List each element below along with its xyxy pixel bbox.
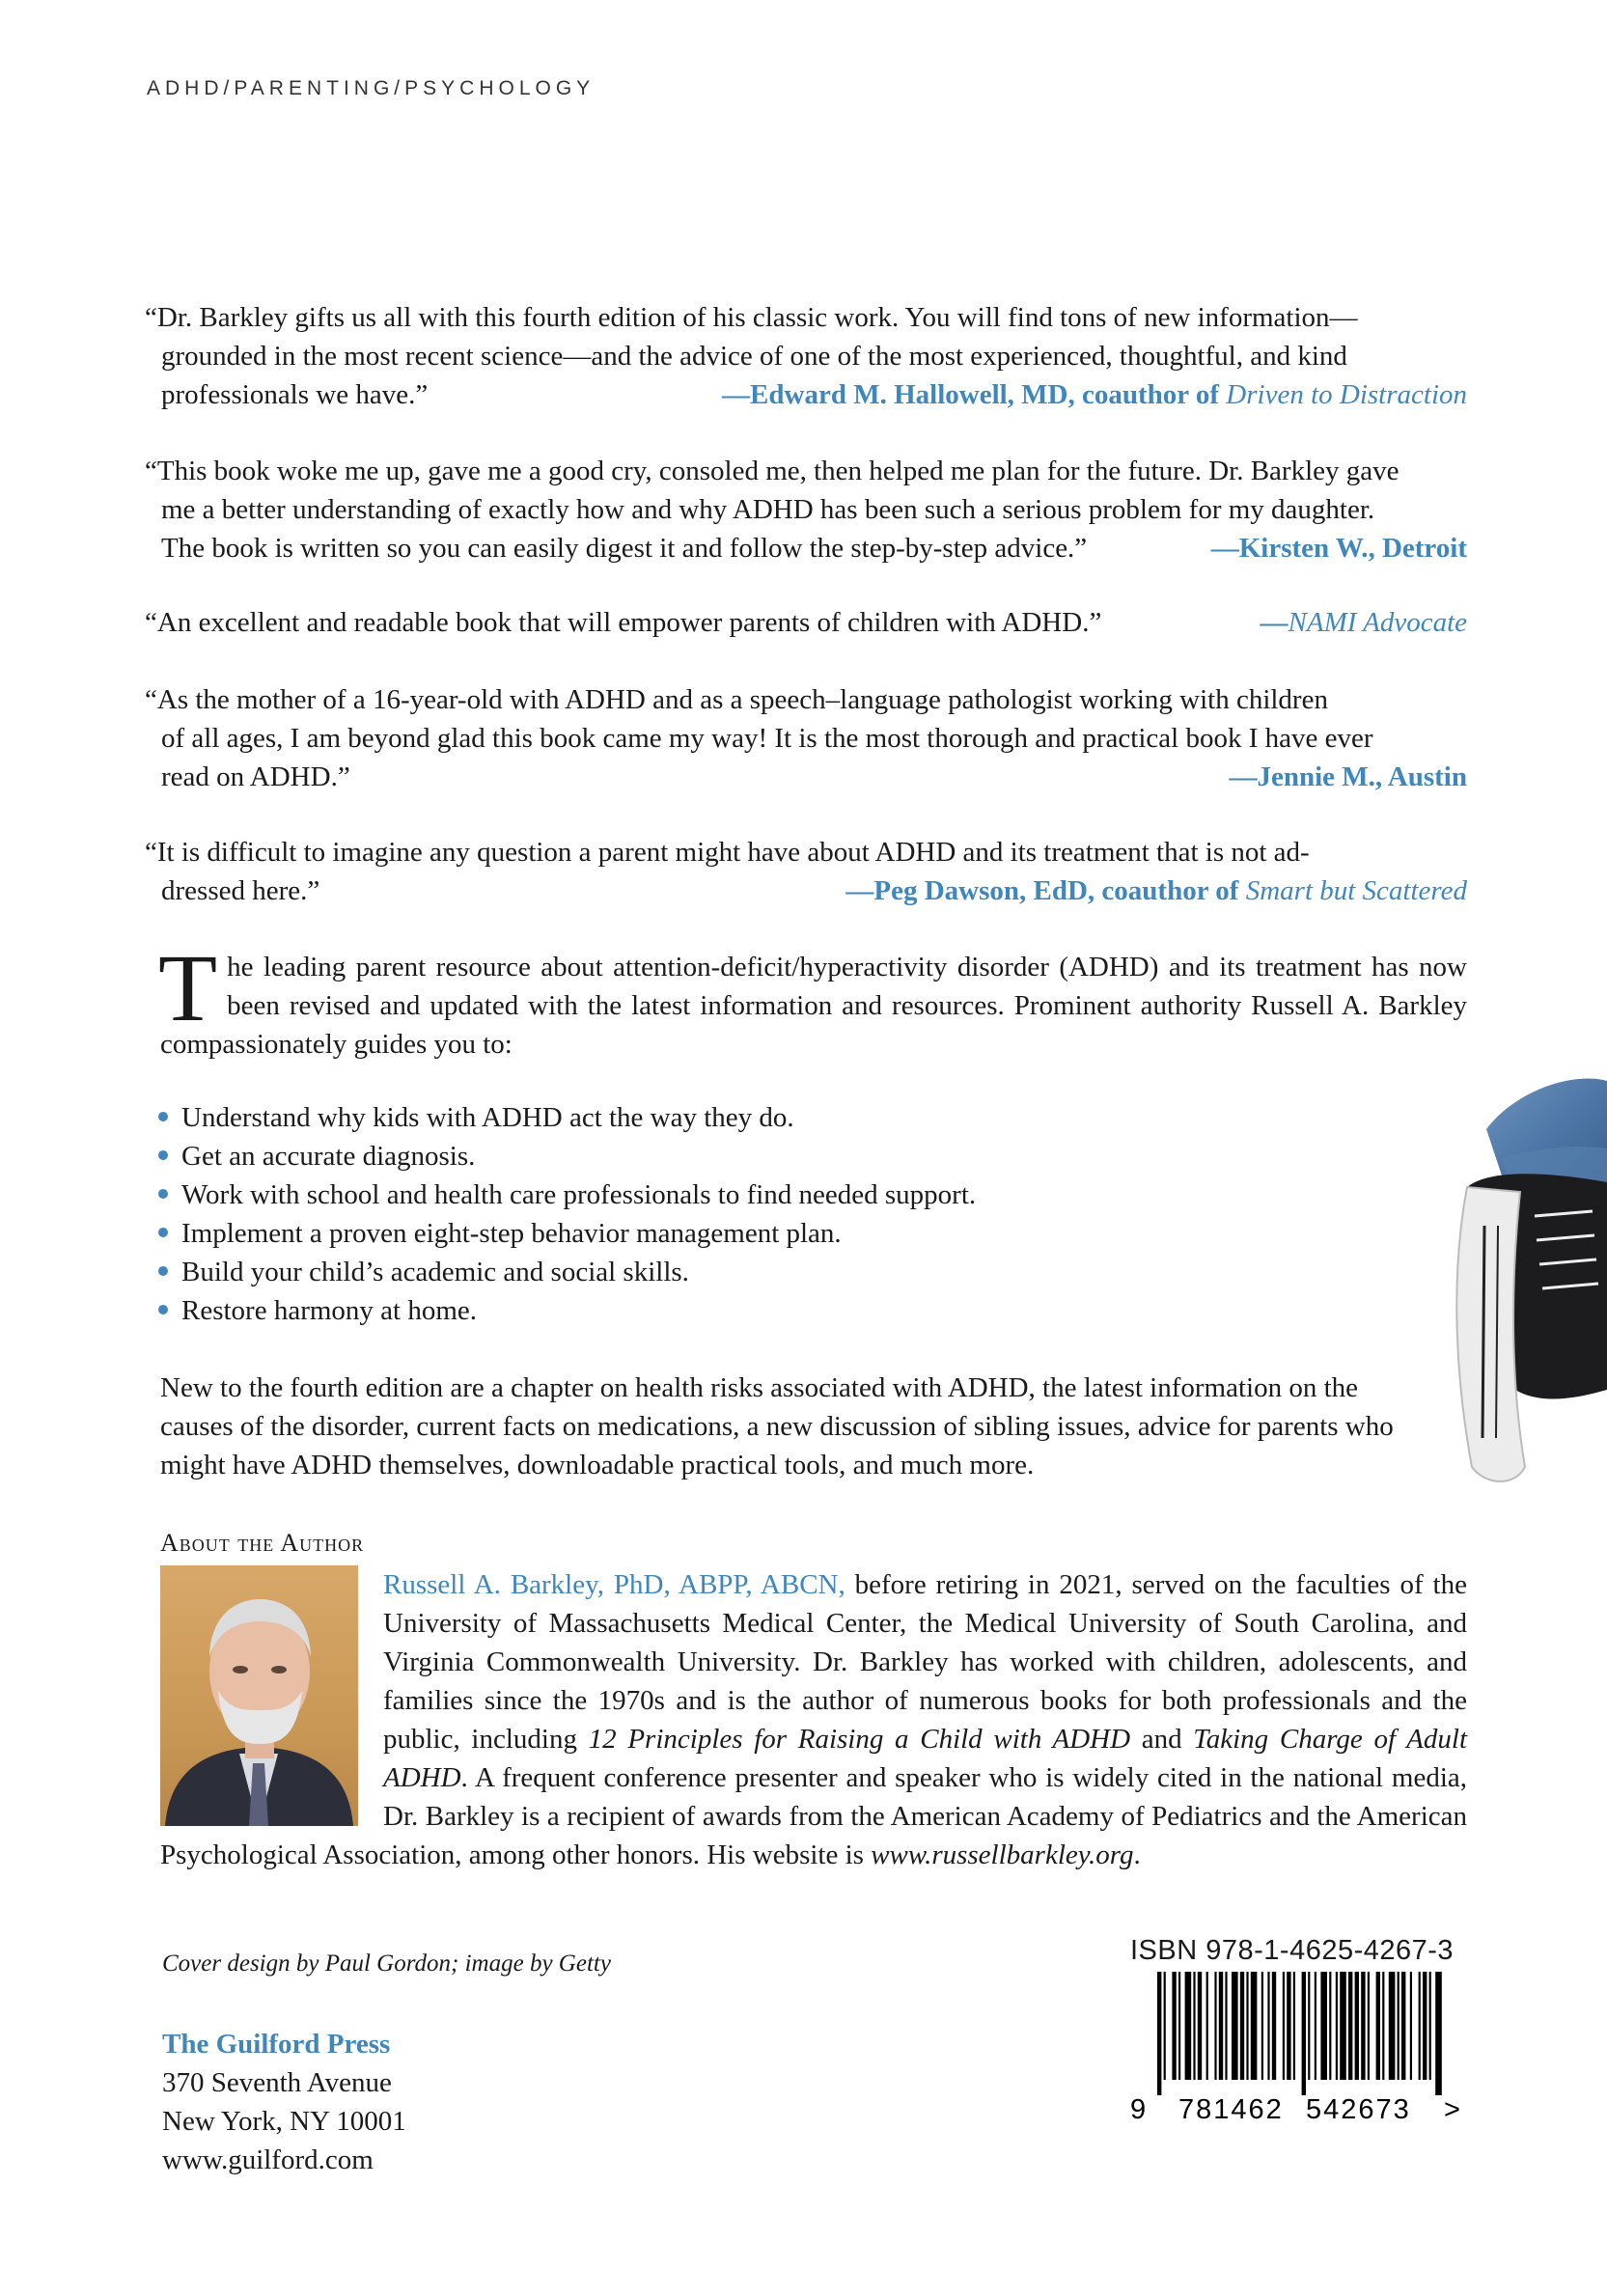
quote-kirsten	[145, 452, 1467, 567]
barcode-arrow: >	[1444, 2094, 1460, 2125]
barcode-bar	[1429, 1972, 1431, 2080]
bullet-icon	[158, 1189, 168, 1199]
publisher-name: The Guilford Press	[162, 2029, 391, 2060]
barcode	[1130, 1972, 1497, 2126]
bullet-icon	[158, 1305, 168, 1314]
quote-attribution: —Peg Dawson, EdD, coauthor of Smart but Scattered	[845, 875, 1467, 906]
barcode-bar	[1157, 1972, 1161, 2095]
list-item: Understand why kids with ADHD act the way they do.	[158, 1098, 976, 1137]
bullet-icon	[158, 1150, 168, 1160]
barcode-bar	[1336, 1972, 1338, 2080]
barcode-bar	[1340, 1972, 1346, 2080]
bullet-icon	[158, 1228, 168, 1237]
list-item: Implement a proven eight-step behavior management plan.	[158, 1214, 976, 1253]
barcode-bar	[1225, 1972, 1227, 2080]
quote-line: “As the mother of a 16-year-old with ADHD and as a speech–language pathologist working with children	[145, 684, 1328, 715]
publisher-address-line: 370 Seventh Avenue	[162, 2067, 392, 2098]
quote-nami	[145, 603, 1467, 642]
author-bio: Russell A. Barkley, PhD, ABPP, ABCN, before retiring in 2021, served on the faculties of the University of Massachusetts Medical Center, the Medical University of South Carolina, and Virginia Commonwealth University. Dr. Barkley has worked with children, adolescents, and families since the 1970s and is the author of numerous books for both professionals and the public, including 12 Principles for Raising a Child with ADHD and Taking Charge of Adult ADHD. A frequent conference presenter and speaker who is widely cited in the national media, Dr. Barkley is a recipient of awards from the American Academy of Pediatrics and the American Psychological Association, among other honors. His website is www.russellbarkley.org.	[160, 1569, 1468, 1870]
benefits-list	[158, 1098, 976, 1330]
list-item: Restore harmony at home.	[158, 1291, 976, 1330]
barcode-bar	[1320, 1972, 1327, 2080]
barcode-bar	[1214, 1972, 1216, 2080]
quote-line: The book is written so you can easily digest it and follow the step-by-step advice.” —Kirsten W., Detroit	[145, 529, 1467, 567]
barcode-bar	[1193, 1972, 1195, 2080]
barcode-bar	[1185, 1972, 1192, 2080]
quote-line: grounded in the most recent science—and the advice of one of the most experienced, thoughtful, and kind	[161, 341, 1347, 372]
quote-jennie	[145, 680, 1467, 796]
bullet-icon	[158, 1112, 168, 1121]
publisher-address-line: New York, NY 10001	[162, 2106, 406, 2137]
quote-hallowell	[145, 298, 1467, 414]
list-item: Get an accurate diagnosis.	[158, 1137, 976, 1176]
barcode-bar	[1302, 1972, 1306, 2095]
barcode-bar	[1435, 1972, 1442, 2095]
quote-line: me a better understanding of exactly how and why ADHD has been such a serious problem for my daughter.	[161, 494, 1375, 525]
barcode-bar	[1272, 1972, 1276, 2080]
about-author-heading: About the Author	[160, 1529, 365, 1557]
quote-attribution: —Jennie M., Austin	[1229, 761, 1467, 792]
barcode-bar	[1240, 1972, 1244, 2080]
author-name: Russell A. Barkley, PhD, ABPP, ABCN,	[383, 1569, 845, 1600]
barcode-bar	[1308, 1972, 1310, 2080]
description-paragraph: The leading parent resource about attention-deficit/hyperactivity disorder (ADHD) and its treatment has now been revised and updated with the latest information and resources. Prominent authority Russell A. Barkley compassionately guides you to:	[158, 934, 1467, 1060]
quote-line: of all ages, I am beyond glad this book came my way! It is the most thorough and practical book I have ever	[161, 723, 1373, 754]
quote-line: “It is difficult to imagine any question a parent might have about ADHD and its treatment that is not ad-	[145, 837, 1310, 868]
barcode-bar	[1283, 1972, 1285, 2080]
barcode-bar	[1232, 1972, 1238, 2080]
quote-attribution: —NAMI Advocate	[1260, 607, 1467, 638]
barcode-bar	[1419, 1972, 1421, 2080]
sneaker-image	[1448, 1071, 1607, 1496]
barcode-bar	[1178, 1972, 1180, 2080]
new-edition-paragraph: New to the fourth edition are a chapter on health risks associated with ADHD, the latest information on the causes of the disorder, current facts on medications, a new discussion of sibling issues, advice for parents who might have ADHD themselves, downloadable practical tools, and much more.	[160, 1372, 1394, 1480]
cover-credit: Cover design by Paul Gordon; image by Getty	[162, 1950, 611, 1977]
barcode-bar	[1251, 1972, 1258, 2080]
barcode-bar	[1376, 1972, 1380, 2080]
list-item: Work with school and health care professionals to find needed support.	[158, 1176, 976, 1214]
barcode-bar	[1219, 1972, 1223, 2080]
barcode-digit: 9	[1130, 2094, 1147, 2125]
barcode-bar	[1329, 1972, 1331, 2080]
quote-dawson	[145, 833, 1467, 910]
barcode-bar	[1389, 1972, 1396, 2080]
quote-attribution: —Kirsten W., Detroit	[1210, 533, 1467, 564]
drop-cap: T	[158, 934, 218, 1041]
barcode-bar	[1368, 1972, 1370, 2080]
barcode-bar	[1401, 1972, 1405, 2080]
author-website: www.russellbarkley.org	[871, 1840, 1134, 1870]
barcode-digits: 542673	[1306, 2094, 1411, 2125]
barcode-bar	[1206, 1972, 1208, 2080]
isbn-label: ISBN 978-1-4625-4267-3	[1130, 1935, 1455, 1966]
barcode-bar	[1287, 1972, 1290, 2080]
quote-line: dressed here.” —Peg Dawson, EdD, coauthor of Smart but Scattered	[145, 871, 1467, 910]
quote-line: “An excellent and readable book that will empower parents of children with ADHD.” —NAMI Advocate	[145, 603, 1467, 642]
publisher-block	[162, 2025, 406, 2179]
barcode-bar	[1355, 1972, 1359, 2080]
barcode-bar	[1293, 1972, 1295, 2080]
barcode-bar	[1246, 1972, 1248, 2080]
barcode-digits: 781462	[1178, 2094, 1284, 2125]
barcode-bar	[1315, 1972, 1316, 2080]
barcode-bar	[1423, 1972, 1427, 2080]
barcode-bar	[1261, 1972, 1263, 2080]
quote-attribution: —Edward M. Hallowell, MD, coauthor of Driven to Distraction	[722, 379, 1467, 410]
barcode-bar	[1398, 1972, 1399, 2080]
barcode-bar	[1198, 1972, 1202, 2080]
quote-line: “This book woke me up, gave me a good cry, consoled me, then helped me plan for the future. Dr. Barkley gave	[145, 456, 1399, 486]
quote-line: “Dr. Barkley gifts us all with this fourth edition of his classic work. You will find tons of new information—	[145, 302, 1358, 333]
publisher-website: www.guilford.com	[162, 2144, 374, 2175]
quote-line: professionals we have.” —Edward M. Hallowell, MD, coauthor of Driven to Distraction	[145, 375, 1467, 414]
barcode-bar	[1361, 1972, 1365, 2080]
barcode-bar	[1267, 1972, 1269, 2080]
barcode-bar	[1172, 1972, 1176, 2080]
barcode-bar	[1348, 1972, 1352, 2080]
barcode-bar	[1164, 1972, 1166, 2080]
list-item: Build your child’s academic and social skills.	[158, 1253, 976, 1291]
quote-line: read on ADHD.” —Jennie M., Austin	[145, 758, 1467, 796]
bullet-icon	[158, 1266, 168, 1276]
barcode-bar	[1382, 1972, 1384, 2080]
category-label: ADHD/PARENTING/PSYCHOLOGY	[147, 77, 596, 99]
barcode-bar	[1410, 1972, 1412, 2080]
